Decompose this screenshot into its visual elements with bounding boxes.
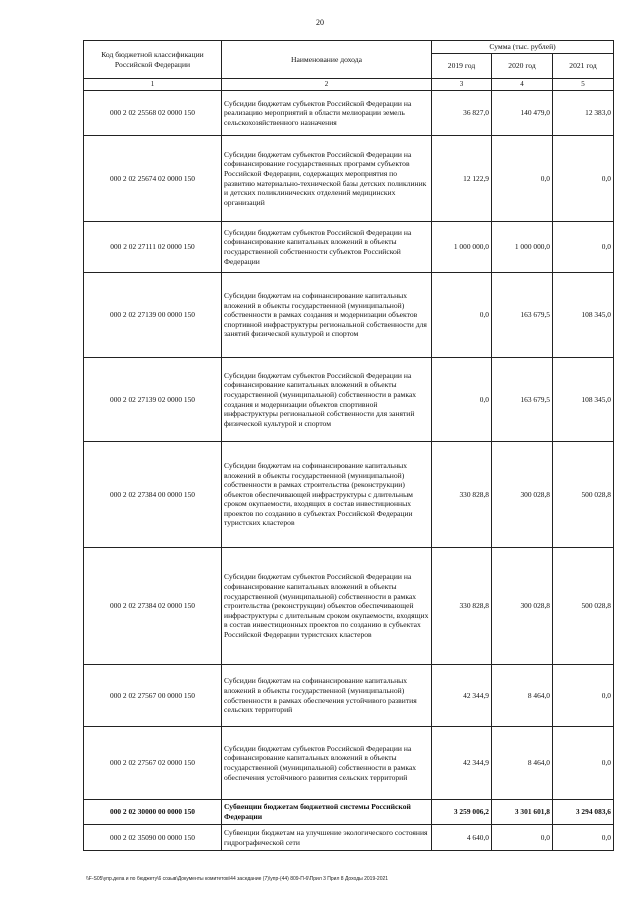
row-value-2021: 0,0 (553, 727, 614, 800)
budget-revenue-table (83, 40, 614, 851)
row-value-2019: 330 828,8 (432, 548, 492, 665)
row-name: Субсидии бюджетам субъектов Российской Федерации на софинансирование капитальных вложений в объекты государственной (муниципальной) собственности в рамках строительства (реконструкции) объектов обеспечивающей инфраструктуры с длительным сроком окупаемости, входящих в состав инвестиционных проектов по созданию в субъектах Российской Федерации туристских кластеров (222, 548, 432, 665)
row-value-2019: 0,0 (432, 273, 492, 358)
row-value-2020: 300 028,8 (492, 548, 553, 665)
row-code: 000 2 02 27567 00 0000 150 (84, 665, 222, 727)
column-number: 5 (553, 79, 614, 91)
row-name: Субсидии бюджетам на софинансирование капитальных вложений в объекты государственной (муниципальной) собственности в рамках обеспечения устойчивого развития сельских территорий (222, 665, 432, 727)
row-value-2019: 12 122,9 (432, 136, 492, 222)
header-year-2019: 2019 год (432, 54, 492, 79)
row-name: Субсидии бюджетам субъектов Российской Федерации на реализацию мероприятий в области мелиорации земель сельскохозяйственного назначения (222, 91, 432, 136)
page-number: 20 (316, 18, 324, 27)
row-value-2020: 0,0 (492, 136, 553, 222)
row-value-2021: 3 294 083,6 (553, 800, 614, 825)
row-value-2020: 3 301 601,8 (492, 800, 553, 825)
row-name: Субсидии бюджетам на софинансирование капитальных вложений в объекты государственной (муниципальной) собственности в рамках создания и модернизации объектов спортивной инфраструктуры региональной собственности для занятий физической культурой и спортом (222, 273, 432, 358)
header-sum: Сумма (тыс. рублей) (432, 41, 614, 54)
row-value-2020: 300 028,8 (492, 442, 553, 548)
row-value-2021: 12 383,0 (553, 91, 614, 136)
row-value-2020: 163 679,5 (492, 273, 553, 358)
table-row (84, 442, 614, 548)
table-row (84, 825, 614, 851)
row-code: 000 2 02 25568 02 0000 150 (84, 91, 222, 136)
row-value-2019: 42 344,9 (432, 727, 492, 800)
header-year-2021: 2021 год (553, 54, 614, 79)
row-value-2021: 500 028,8 (553, 442, 614, 548)
row-code: 000 2 02 27384 00 0000 150 (84, 442, 222, 548)
table-row (84, 548, 614, 665)
row-value-2020: 163 679,5 (492, 358, 553, 442)
row-value-2019: 330 828,8 (432, 442, 492, 548)
table-row (84, 665, 614, 727)
row-value-2021: 0,0 (553, 825, 614, 851)
column-number: 4 (492, 79, 553, 91)
row-value-2021: 108 345,0 (553, 358, 614, 442)
header-year-2020: 2020 год (492, 54, 553, 79)
row-name: Субсидии бюджетам субъектов Российской Федерации на софинансирование капитальных вложений в объекты государственной (муниципальной) собственности в рамках обеспечения устойчивого развития сельских территорий (222, 727, 432, 800)
table-row (84, 136, 614, 222)
row-value-2020: 8 464,0 (492, 727, 553, 800)
table-row (84, 273, 614, 358)
row-code: 000 2 02 27567 02 0000 150 (84, 727, 222, 800)
table-row (84, 91, 614, 136)
row-name: Субсидии бюджетам на софинансирование капитальных вложений в объекты государственной (муниципальной) собственности в рамках строительства (реконструкции) объектов обеспечивающей инфраструктуры с длительным сроком окупаемости, входящих в состав инвестиционных проектов по созданию в субъектах Российской Федерации туристских кластеров (222, 442, 432, 548)
row-value-2020: 140 479,0 (492, 91, 553, 136)
column-number: 3 (432, 79, 492, 91)
column-number: 2 (222, 79, 432, 91)
header-name: Наименование дохода (222, 41, 432, 79)
table-row (84, 358, 614, 442)
row-value-2019: 36 827,0 (432, 91, 492, 136)
row-value-2021: 0,0 (553, 222, 614, 273)
row-value-2019: 42 344,9 (432, 665, 492, 727)
row-value-2020: 0,0 (492, 825, 553, 851)
row-name: Субвенции бюджетам на улучшение экологического состояния гидрографической сети (222, 825, 432, 851)
footer-file-path: \\F-S05\упр.дела и по бюджету\6 созыв\Документы комитетов\44 заседание (7)\упр-(44) 809-П-6\Прил 3 Прил 8 Доходы 2019-2021 (86, 876, 389, 882)
row-value-2020: 1 000 000,0 (492, 222, 553, 273)
row-value-2021: 0,0 (553, 136, 614, 222)
row-name: Субсидии бюджетам субъектов Российской Федерации на софинансирование государственных программ субъектов Российской Федерации, содержащих мероприятия по развитию материально-технической базы детских поликлиник и детских поликлинических отделений медицинских организаций (222, 136, 432, 222)
row-name: Субсидии бюджетам субъектов Российской Федерации на софинансирование капитальных вложений в объекты государственной собственности субъектов Российской Федерации (222, 222, 432, 273)
row-code: 000 2 02 30000 00 0000 150 (84, 800, 222, 825)
row-code: 000 2 02 27139 00 0000 150 (84, 273, 222, 358)
row-code: 000 2 02 27384 02 0000 150 (84, 548, 222, 665)
row-value-2021: 108 345,0 (553, 273, 614, 358)
row-code: 000 2 02 25674 02 0000 150 (84, 136, 222, 222)
row-code: 000 2 02 27111 02 0000 150 (84, 222, 222, 273)
row-name: Субсидии бюджетам субъектов Российской Федерации на софинансирование капитальных вложений в объекты государственной (муниципальной) собственности в рамках создания и модернизации объектов спортивной инфраструктуры региональной собственности для занятий физической культурой и спортом (222, 358, 432, 442)
row-value-2020: 8 464,0 (492, 665, 553, 727)
column-number-row (84, 79, 614, 91)
row-code: 000 2 02 27139 02 0000 150 (84, 358, 222, 442)
row-value-2021: 0,0 (553, 665, 614, 727)
table-row (84, 222, 614, 273)
table-row-total (84, 800, 614, 825)
row-value-2019: 1 000 000,0 (432, 222, 492, 273)
header-code: Код бюджетной классификации Российской Федерации (84, 41, 222, 79)
row-code: 000 2 02 35090 00 0000 150 (84, 825, 222, 851)
column-number: 1 (84, 79, 222, 91)
row-value-2019: 4 640,0 (432, 825, 492, 851)
row-value-2021: 500 028,8 (553, 548, 614, 665)
row-value-2019: 3 259 006,2 (432, 800, 492, 825)
table-row (84, 727, 614, 800)
row-name: Субвенции бюджетам бюджетной системы Российской Федерации (222, 800, 432, 825)
row-value-2019: 0,0 (432, 358, 492, 442)
